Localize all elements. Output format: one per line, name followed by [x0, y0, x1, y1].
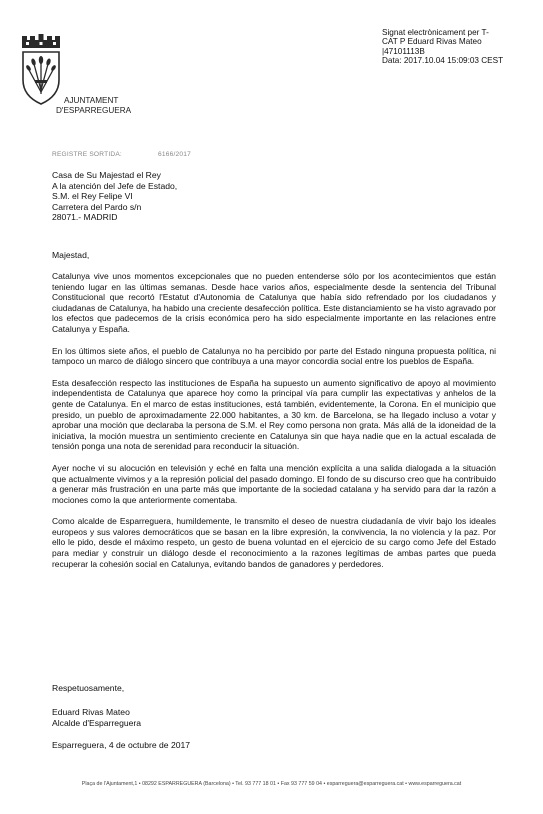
body-paragraph: Como alcalde de Esparreguera, humildemente, le transmito el deseo de nuestra ciudadanía de vivir bajo los ideales europeos y sus valores democráticos que se basan en la libre expresión, la convivencia, la no violencia y la paz. Por ello le pido, desde el máximo respeto, un gesto de buena voluntad en el ejercicio de su cargo como Jefe del Estado para mediar y construir un diálogo desde el reconocimiento a la razones legítimas de ambas partes que pueda recuperar la cohesión social en Catalunya, evitando bandos de ganadores y perdedores. [52, 516, 496, 569]
body-paragraph: En los últimos siete años, el pueblo de Catalunya no ha percibido por parte del Estado ninguna propuesta política, ni tampoco un marco de diálogo sincero que contribuya a una mayor concordia social entre los pueblos de España. [52, 345, 496, 367]
address-line: Carretera del Pardo s/n [52, 201, 142, 212]
body-paragraph: Esta desafección respecto las instituciones de España ha supuesto un aumento significativo de apoyo al movimiento independentista de Catalunya que aparece hoy como la principal vía para cumplir las expectativas y anhelos de la gente de Catalunya. En el marco de estas instituciones, está también, evidentemente, la Corona. En el municipio que presido, un pueblo de aproximadamente 22.000 habitantes, a 30 km. de Barcelona, se ha llegado incluso a votar y aprobar una moción que declaraba la persona de S.M. el Rey como persona non grata. Más allá de la idoneidad de la iniciativa, la moción muestra un sentimiento creciente en Catalunya sin que haya nadie que en la actual escalada de tensión ponga una nota de serenidad para reconducir la situación. [52, 377, 496, 452]
address-line: S.M. el Rey Felipe VI [52, 191, 133, 202]
page-footer: Plaça de l'Ajuntament,1 • 08292 ESPARREGUERA (Barcelona) • Tel. 93 777 18 01 • Fax 93 777 59 04 • esparreguera@esparreguera.cat • www.esparreguera.cat [81, 781, 462, 787]
address-line: A la atención del Jefe de Estado, [52, 180, 178, 191]
closing-text: Respetuosamente, [52, 683, 125, 693]
signature-line-2: CAT P Eduard Rivas Mateo [382, 37, 482, 47]
organization-name [56, 96, 146, 117]
recipient-address [52, 170, 177, 223]
date-line: Esparreguera, 4 de octubre de 2017 [52, 740, 191, 750]
body-paragraph: Catalunya vive unos momentos excepcionales que no pueden entenderse sólo por los acontecimientos que están teniendo lugar en las últimas semanas. Desde hace varios años, especialmente desde la sentencia del Tribunal Constitucional que recortó l'Estatut d'Autonomia de Catalunya que había sido refrendado por los ciudadanos y ciudadanas de Catalunya, ha habido una creciente desafección política. Este distanciamiento se ha visto agravado por los efectos que padecemos de la crisis económica pero ha sido especialmente importante en las relaciones entre Catalunya y España. [52, 271, 496, 334]
address-line: 28071.- MADRID [52, 212, 118, 223]
signature-line-4: Data: 2017.10.04 15:09:03 CEST [382, 56, 504, 66]
org-line-2: D'ESPARREGUERA [56, 106, 132, 116]
org-line-1: AJUNTAMENT [64, 96, 119, 105]
signer-name: Eduard Rivas Mateo [52, 707, 130, 717]
electronic-signature-block [382, 28, 532, 66]
registry-line [52, 151, 191, 158]
body-paragraph: Ayer noche vi su alocución en televisión y eché en falta una mención explícita a una salida dialogada a la situación que actualmente vivimos y a la represión policial del pasado domingo. El fondo de su discurso creo que ha contribuido a generar más frustración en una parte más que importante de la sociedad catalana y ha servido para dar la razón a mociones como la que anteriormente comentaba. [52, 462, 496, 505]
closing [52, 683, 124, 694]
signer-role: Alcalde d'Esparreguera [52, 717, 142, 728]
signer-block [52, 707, 141, 728]
letter-body [52, 271, 496, 580]
address-line: Casa de Su Majestad el Rey [52, 170, 161, 180]
signature-line-1: Signat electrònicament per T- [382, 28, 489, 37]
registry-label: REGISTRE SORTIDA: [52, 151, 122, 158]
salutation: Majestad, [52, 250, 90, 260]
registry-number: 6166/2017 [158, 151, 191, 158]
signature-line-3: |47101113B [382, 46, 425, 56]
